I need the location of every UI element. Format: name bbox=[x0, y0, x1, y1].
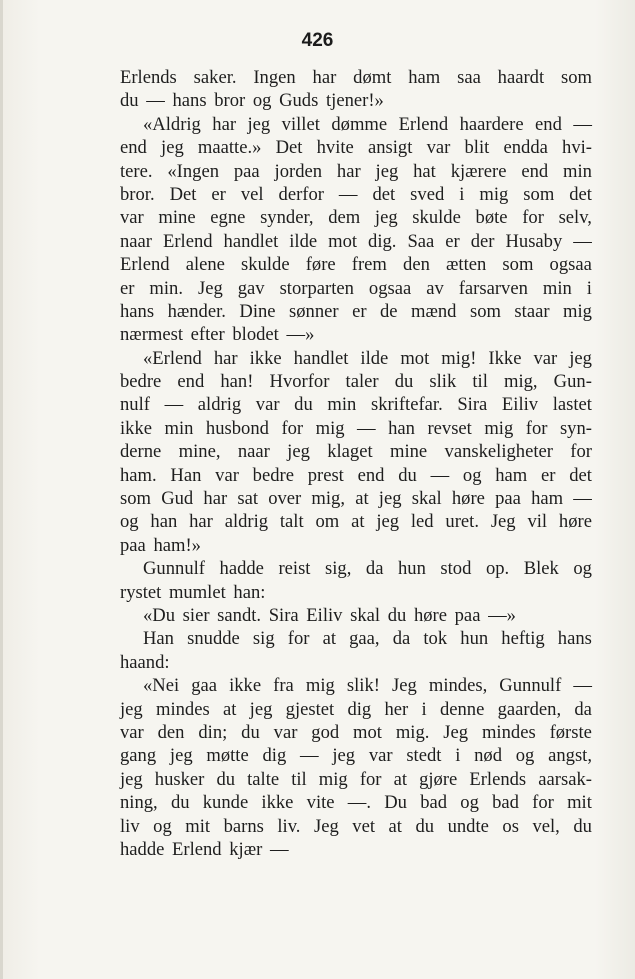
text-line: «Aldrig har jeg villet dømme Erlend haardere end — bbox=[143, 113, 592, 135]
text-line: derne mine, naar jeg klaget mine vanskeligheter for bbox=[120, 441, 592, 463]
body-text bbox=[120, 66, 592, 861]
page-number: 426 bbox=[301, 30, 334, 51]
text-line: «Erlend har ikke handlet ilde mot mig! Ikke var jeg bbox=[143, 347, 592, 369]
text-line: Gunnulf hadde reist sig, da hun stod op. Blek og bbox=[143, 558, 592, 580]
text-line: ikke min husbond for mig — han revset mig for syn- bbox=[120, 417, 592, 439]
text-line: rystet mumlet han: bbox=[120, 581, 266, 603]
text-line: Han snudde sig for at gaa, da tok hun heftig hans bbox=[143, 628, 592, 650]
text-line: Erlend alene skulde føre frem den ætten som ogsaa bbox=[120, 254, 592, 276]
text-line: var mine egne synder, dem jeg skulde bøte for selv, bbox=[120, 207, 592, 229]
text-line: som Gud har sat over mig, at jeg skal høre paa ham — bbox=[120, 488, 592, 510]
text-line: tere. «Ingen paa jorden har jeg hat kjærere end min bbox=[120, 160, 592, 182]
text-line: paa ham!» bbox=[120, 534, 201, 556]
text-line: hadde Erlend kjær — bbox=[120, 838, 289, 860]
text-line: hans hænder. Dine sønner er de mænd som staar mig bbox=[120, 300, 592, 322]
text-line: nærmest efter blodet —» bbox=[120, 324, 315, 346]
text-line: «Nei gaa ikke fra mig slik! Jeg mindes, Gunnulf — bbox=[143, 675, 592, 697]
text-line: «Du sier sandt. Sira Eiliv skal du høre paa —» bbox=[143, 604, 516, 626]
text-line: ning, du kunde ikke vite —. Du bad og bad for mit bbox=[120, 792, 592, 814]
text-line: gang jeg møtte dig — jeg var stedt i nød og angst, bbox=[120, 745, 592, 767]
text-line: nulf — aldrig var du min skriftefar. Sira Eiliv lastet bbox=[120, 394, 592, 416]
text-line: var den din; du var god mot mig. Jeg mindes første bbox=[120, 721, 592, 743]
text-line: og han har aldrig talt om at jeg led uret. Jeg vil høre bbox=[120, 511, 592, 533]
text-line: bedre end han! Hvorfor taler du slik til mig, Gun- bbox=[120, 371, 592, 393]
text-line: haand: bbox=[120, 651, 170, 673]
text-line: jeg mindes at jeg gjestet dig her i denne gaarden, da bbox=[120, 698, 592, 720]
text-line: liv og mit barns liv. Jeg vet at du undte os vel, du bbox=[120, 815, 592, 837]
text-line: ham. Han var bedre prest end du — og ham er det bbox=[120, 464, 592, 486]
text-line: er min. Jeg gav storparten ogsaa av farsarven min i bbox=[120, 277, 592, 299]
text-line: naar Erlend handlet ilde mot dig. Saa er der Husaby — bbox=[120, 230, 592, 252]
text-line: end jeg maatte.» Det hvite ansigt var blit endda hvi- bbox=[120, 137, 592, 159]
page-edge bbox=[0, 0, 3, 979]
text-line: du — hans bror og Guds tjener!» bbox=[120, 90, 384, 112]
text-line: Erlends saker. Ingen har dømt ham saa haardt som bbox=[120, 67, 592, 88]
text-line: bror. Det er vel derfor — det sved i mig som det bbox=[120, 183, 592, 205]
text-line: jeg husker du talte til mig for at gjøre Erlends aarsak- bbox=[120, 768, 592, 790]
